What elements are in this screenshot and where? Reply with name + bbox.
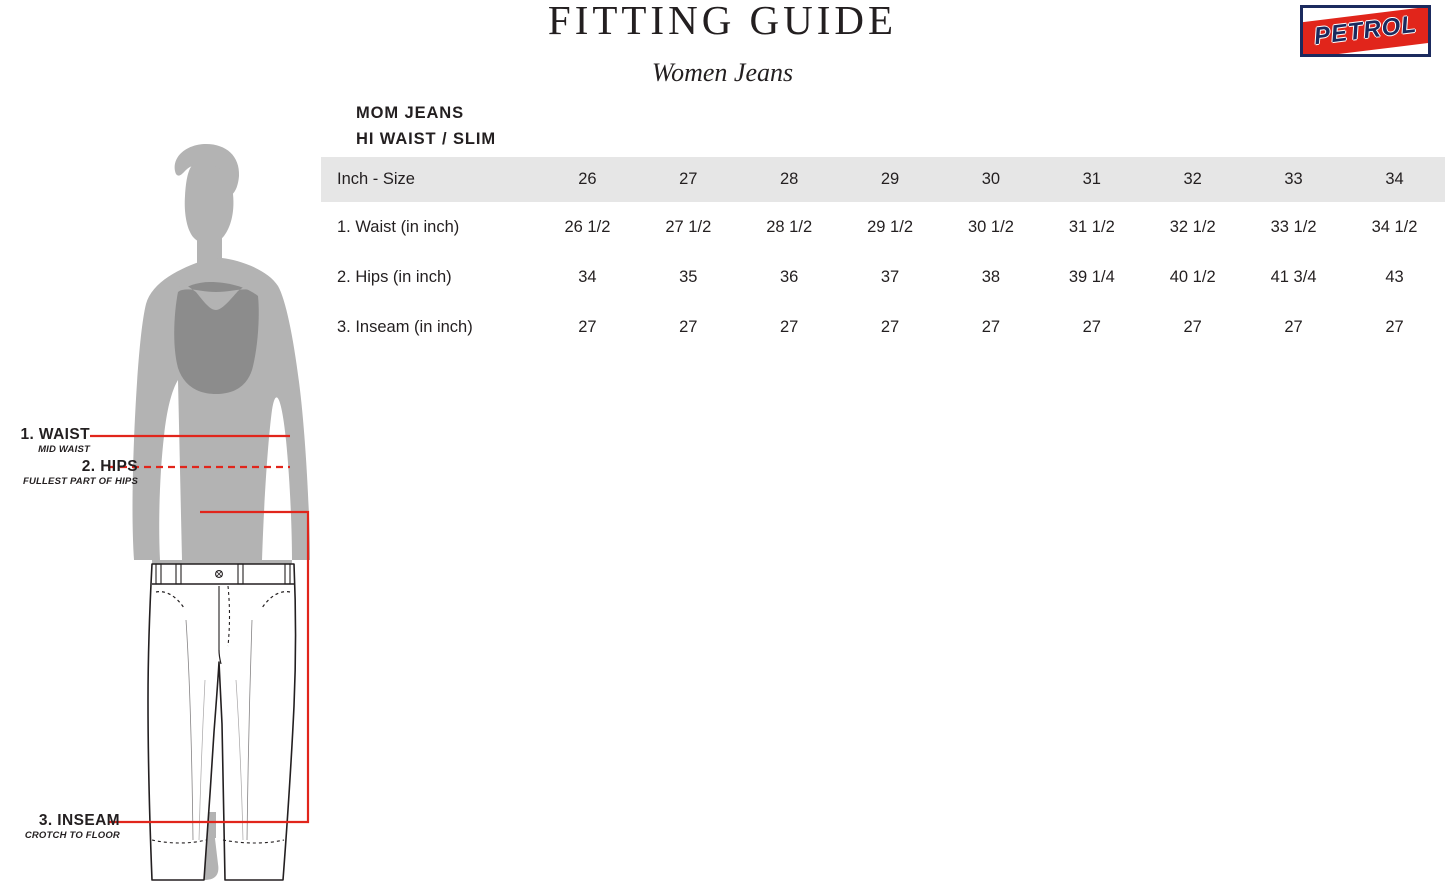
table-header-size-8: 34 bbox=[1385, 170, 1404, 188]
table-header-size-0: 26 bbox=[578, 170, 597, 188]
jeans-drawing bbox=[148, 564, 296, 880]
table-header-size-7: 33 bbox=[1284, 170, 1303, 188]
fit-label bbox=[356, 100, 496, 152]
waist-value-33: 33 1/2 bbox=[1270, 217, 1317, 236]
size-table-body bbox=[321, 202, 1445, 352]
waist-value-28: 28 1/2 bbox=[766, 217, 813, 236]
row-label-hips: 2. Hips (in inch) bbox=[337, 267, 452, 286]
row-label-waist: 1. Waist (in inch) bbox=[337, 217, 460, 236]
table-row bbox=[321, 252, 1445, 302]
inseam-value-26: 27 bbox=[578, 317, 597, 336]
fit-label-line2: HI WAIST / SLIM bbox=[356, 130, 496, 148]
row-label-inseam: 3. Inseam (in inch) bbox=[337, 317, 473, 336]
table-header-size-1: 27 bbox=[679, 170, 698, 188]
table-header-size-3: 29 bbox=[880, 170, 900, 188]
inseam-value-31: 27 bbox=[1082, 317, 1101, 336]
table-header-size-4: 30 bbox=[981, 170, 1001, 188]
inseam-value-34: 27 bbox=[1385, 317, 1404, 336]
bra-top bbox=[174, 281, 259, 394]
callout-waist-title: 1. WAIST bbox=[20, 426, 90, 443]
inseam-value-30: 27 bbox=[981, 317, 1001, 336]
callout-waist-sub: MID WAIST bbox=[38, 444, 90, 455]
inseam-value-33: 27 bbox=[1284, 317, 1303, 336]
callout-inseam-title: 3. INSEAM bbox=[38, 812, 120, 829]
callout-inseam bbox=[0, 812, 120, 841]
hips-value-30: 38 bbox=[981, 267, 1001, 286]
waist-value-32: 32 1/2 bbox=[1169, 217, 1216, 236]
page-subtitle: Women Jeans bbox=[651, 58, 794, 87]
table-header-size-5: 31 bbox=[1082, 170, 1101, 188]
waist-value-26: 26 1/2 bbox=[564, 217, 611, 236]
table-header-label: Inch - Size bbox=[337, 170, 415, 188]
waist-value-29: 29 1/2 bbox=[867, 217, 913, 236]
callout-waist bbox=[0, 426, 90, 455]
logo-text: PETROL bbox=[1312, 10, 1419, 51]
inseam-value-29: 27 bbox=[880, 317, 900, 336]
fit-label-line1: MOM JEANS bbox=[356, 104, 465, 122]
table-header-size-2: 28 bbox=[780, 170, 799, 188]
hips-value-29: 37 bbox=[880, 267, 900, 286]
waist-value-31: 31 1/2 bbox=[1068, 217, 1115, 236]
fit-illustration bbox=[0, 140, 330, 881]
callout-hips bbox=[0, 458, 138, 487]
hips-value-27: 35 bbox=[679, 267, 698, 286]
waist-value-30: 30 1/2 bbox=[968, 217, 1014, 236]
hips-value-34: 43 bbox=[1385, 267, 1404, 286]
hips-value-28: 36 bbox=[780, 267, 799, 286]
waist-value-34: 34 1/2 bbox=[1371, 217, 1418, 236]
table-row bbox=[321, 302, 1445, 352]
hips-value-26: 34 bbox=[578, 267, 597, 286]
size-table-head bbox=[321, 157, 1445, 202]
waist-value-27: 27 1/2 bbox=[665, 217, 712, 236]
inseam-value-32: 27 bbox=[1183, 317, 1202, 336]
inseam-value-28: 27 bbox=[780, 317, 799, 336]
table-row bbox=[321, 202, 1445, 252]
hips-value-32: 40 1/2 bbox=[1169, 267, 1216, 286]
callout-hips-sub: FULLEST PART OF HIPS bbox=[22, 476, 138, 487]
petrol-logo bbox=[1300, 5, 1431, 57]
table-header-row bbox=[321, 157, 1445, 202]
page-title: FITTING GUIDE bbox=[547, 0, 898, 43]
callout-hips-title: 2. HIPS bbox=[81, 458, 138, 475]
hips-value-31: 39 1/4 bbox=[1068, 267, 1115, 286]
callout-inseam-sub: CROTCH TO FLOOR bbox=[24, 830, 120, 841]
inseam-value-27: 27 bbox=[679, 317, 698, 336]
size-table bbox=[321, 157, 1445, 352]
hips-value-33: 41 3/4 bbox=[1270, 267, 1317, 286]
table-header-size-6: 32 bbox=[1183, 170, 1202, 188]
